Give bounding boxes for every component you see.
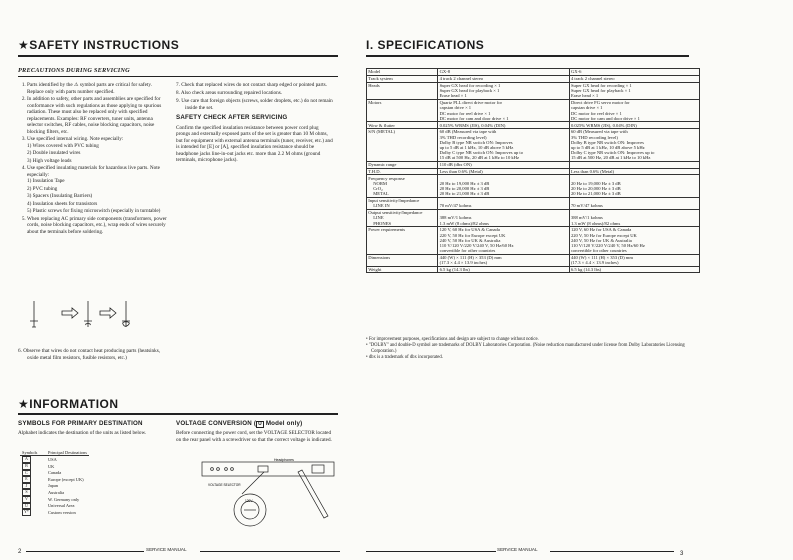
symbols-title: SYMBOLS FOR PRIMARY DESTINATION — [18, 420, 143, 427]
table-row — [20, 483, 89, 490]
safety-subitem: 2) Double insulated wires — [27, 150, 81, 156]
spec-line: 0.025% WRMS (JIS), 0.04% (DIN) — [439, 122, 506, 128]
table-header: Symbols — [22, 450, 38, 455]
page-number-left: 2 — [18, 549, 22, 555]
voltage-title-text: VOLTAGE CONVERSION ( — [176, 420, 257, 427]
spec-label — [367, 266, 438, 273]
spec-value — [569, 122, 699, 129]
destination-name: Australia — [48, 489, 65, 495]
spec-value — [438, 266, 569, 273]
safety-subitem: 3) High voltage leads — [27, 157, 72, 164]
divider — [18, 76, 338, 77]
spec-note-text: "DOLBY" and double-D symbol are trademarks of DOLBY Laboratories Corporation. (Noise reduction manufactured under license from Dolby Laboratories Licensing Corporation.) — [368, 343, 685, 354]
spec-line: 60 dB (Measured via tape with — [439, 129, 497, 135]
specifications-title: I. SPECIFICATIONS — [366, 38, 485, 52]
destination-symbol: E — [22, 476, 31, 483]
spec-value — [438, 209, 569, 226]
spec-line: 120 V, 60 Hz for USA & Canada — [570, 227, 632, 233]
destination-symbol: V — [22, 496, 31, 503]
spec-line: DC motor for reel drive × 1 — [439, 110, 491, 116]
destination-name: Japan — [48, 483, 58, 489]
voltage-symbol: U — [258, 421, 262, 427]
spec-value — [569, 69, 699, 76]
safety-item-6: 6. Observe that wires do not contact heat producing parts (heatsinks, oxide metal film resistors, fusible resistors, etc.) — [18, 348, 161, 361]
spec-value — [569, 266, 699, 273]
voltage-title — [176, 420, 302, 428]
spec-value — [438, 129, 569, 162]
spec-notes — [366, 337, 696, 361]
spec-label — [367, 168, 438, 175]
spec-table — [366, 68, 700, 273]
table-row — [20, 503, 89, 510]
spec-label — [367, 99, 438, 121]
safety-item-text: Check that replaced wires do not contact sharp edged or pointed parts. — [181, 82, 327, 88]
spec-value — [438, 161, 569, 168]
destination-table — [20, 450, 89, 516]
spec-label — [367, 122, 438, 129]
spec-line: capstan drive × 1 — [439, 105, 472, 111]
voltage-selector-illustration — [200, 458, 340, 536]
spec-line: Super GX head for recording × 1 — [570, 82, 632, 88]
spec-line: 220 V, 50 Hz for Europe except UK — [439, 232, 506, 238]
spec-value — [569, 254, 699, 266]
safety-column-right: 7. Check that replaced wires do not contact sharp edged or pointed parts. 8. Also check areas surrounding repaired locations. 9. Use care that foreign objects (screws, solder droplets, etc.) do not remain inside the set. SAFETY CHECK AFTER SERVICING Confirm the specified insulation resistance between power cord plug prongs and externally exposed parts of the set is greater than 10 M ohms, but for equipment with external antenna terminals (tuner, receiver, etc.) and is intended for [E] or [A], specified insulation resistance should be headphone jacks line-in-out jacks etc. more than 2.2 M ohms (ground terminals, microphone jacks). — [176, 82, 333, 163]
table-row — [367, 168, 700, 175]
divider — [550, 551, 674, 552]
spec-label — [367, 254, 438, 266]
terminal-1 — [30, 301, 38, 327]
safety-item: 5. When replacing AC primary side components (transformers, power cords, noise blocking capacitors, etc.), wrap ends of wires securely about the terminals before soldering. — [27, 216, 168, 236]
divider — [18, 55, 338, 57]
spec-line: 110 V/120 V/220 V/240 V, 50 Hz/60 Hz — [570, 242, 645, 248]
destination-symbol: A — [22, 456, 31, 463]
spec-line: Erase head × 1 — [439, 93, 467, 99]
spec-value — [438, 168, 569, 175]
spec-value — [569, 197, 699, 209]
safety-subitem: 2) PVC tubing — [27, 185, 58, 192]
spec-value — [438, 82, 569, 99]
spec-label — [367, 75, 438, 82]
spec-label — [367, 82, 438, 99]
spec-line: Quartz PLL direct drive motor for — [439, 100, 503, 106]
safety-item — [27, 165, 168, 215]
spec-note-text: dbx is a trademark of dbx incorporated. — [368, 355, 443, 360]
spec-note: • "DOLBY" and double-D symbol are trademarks of DOLBY Laboratories Corporation. (Noise reduction manufactured under license from Dolby Laboratories Licensing Corporation.) — [366, 343, 685, 354]
spec-line: capstan drive × 1 — [570, 105, 603, 111]
spec-line: up to 5 dB at 1 kHz, 10 dB above 5 kHz — [570, 144, 645, 150]
spec-line: 110 dB (dbx ON) — [439, 162, 472, 168]
divider — [366, 551, 496, 552]
spec-line: 20 Hz to 21,000 Hz ± 3 dB — [570, 191, 621, 197]
spec-label — [367, 69, 438, 76]
spec-line: METAL — [373, 191, 389, 197]
safety-item-text: Use specified insulating materials for hazardous live parts. Note especially: — [27, 165, 160, 178]
spec-note: • For improvement purposes, specifications and design are subject to change without notice. — [366, 337, 539, 342]
spec-line: Less than 0.6% (Metal) — [439, 168, 483, 174]
spec-label — [367, 197, 438, 209]
spec-line: 3% THD recording level) — [570, 134, 618, 140]
divider — [26, 551, 144, 552]
precautions-subtitle: PRECAUTIONS DURING SERVICING — [18, 67, 130, 74]
safety-item-text: Also check areas surrounding repaired locations. — [180, 90, 283, 96]
spec-line: Dolby B type NR switch ON: Improves — [570, 139, 644, 145]
spec-line: 3% THD recording level) — [439, 134, 487, 140]
spec-label — [367, 175, 438, 197]
destination-symbol: B — [22, 463, 31, 470]
spec-value — [569, 129, 699, 162]
spec-line: Dolby B type NR switch ON: Improves — [439, 139, 513, 145]
spec-line: 20 Hz to 21,000 Hz ± 3 dB — [439, 191, 490, 197]
screwdriver-icon — [298, 470, 328, 518]
wire-wrap-illustration — [28, 297, 138, 333]
spec-line: Power requirements — [368, 227, 406, 233]
spec-line: 0.025% WRMS (JIS), 0.04% (DIN) — [570, 122, 637, 128]
spec-line: Super GX head for recording × 1 — [439, 82, 501, 88]
spec-line: 1.3 mW (8 ohms)/82 ohms — [439, 220, 489, 226]
spec-line: 240 V, 50 Hz for UK & Australia — [570, 237, 632, 243]
spec-line: 20 Hz to 20,000 Hz ± 3 dB — [570, 186, 621, 192]
spec-value — [569, 75, 699, 82]
spec-line: Super GX head for playback × 1 — [439, 88, 500, 94]
safety-item-text: Use specified internal wiring. Note especially: — [27, 136, 124, 142]
spec-line: PHONES — [373, 220, 392, 226]
spec-table-wrap — [366, 68, 700, 273]
footer-label-left: SERVICE MANUAL — [146, 547, 187, 552]
table-row — [367, 99, 700, 121]
spec-line: GX-8 — [439, 69, 451, 75]
spec-line: 388 mV/1 kohms — [439, 215, 472, 221]
spec-label — [367, 227, 438, 255]
table-row — [367, 75, 700, 82]
spec-line: Frequency response — [368, 175, 405, 181]
destination-name: Universal Area — [48, 503, 75, 509]
destination-symbol: J — [22, 483, 31, 490]
safety-subitem: 1) Wires covered with PVC tubing — [27, 142, 99, 149]
spec-label — [367, 161, 438, 168]
spec-line: Weight — [368, 266, 382, 272]
table-row — [20, 470, 89, 477]
destination-symbol: Y* — [22, 509, 31, 516]
information-title: ★INFORMATION — [18, 397, 119, 411]
spec-line — [571, 162, 698, 167]
spec-line: DC motor for cam and door drive × 1 — [570, 115, 640, 121]
spec-line: 70 mV/47 kohms — [570, 203, 603, 209]
divider — [200, 551, 340, 552]
terminal-3 — [122, 301, 130, 327]
safety-check-text: Confirm the specified insulation resistance between power cord plug prongs and externally exposed parts of the set is greater than 10 M ohms, but for equipment with external antenna terminals (tuner, receiver, etc.) and is intended for [E] or [A], specified insulation resistance should be headphone jacks line-in-out jacks etc. more than 2.2 M ohms (ground terminals, microphone jacks). — [176, 124, 333, 163]
table-row — [20, 456, 89, 463]
destination-symbol: S — [22, 489, 31, 496]
safety-subitem: 1) Insulation Tape — [27, 178, 65, 184]
table-row — [367, 82, 700, 99]
spec-line: (17.3 × 4.4 × 13.9 inches) — [570, 260, 619, 266]
table-row — [367, 209, 700, 226]
spec-line: Dolby C type NR switch ON: Improves up to — [570, 150, 655, 156]
spec-value — [438, 69, 569, 76]
spec-line: CrO₂ — [373, 186, 383, 192]
spec-line: NORM — [373, 180, 387, 186]
spec-line: DC motor for cam and door drive × 1 — [439, 115, 509, 121]
spec-line: 20 Hz to 19,000 Hz ± 3 dB — [570, 180, 621, 186]
spec-value — [569, 227, 699, 255]
footer-label-right: SERVICE MANUAL — [497, 547, 538, 552]
table-row — [367, 129, 700, 162]
safety-item-text: Observe that wires do not contact heat producing parts (heatsinks, oxide metal film resistors, fusible resistors, etc.) — [23, 348, 161, 361]
spec-line: 4 track 2 channel stereo — [570, 76, 615, 82]
spec-line: 15 dB at 500 Hz, 20 dB at 1 kHz to 10 kHz — [570, 155, 651, 161]
fig-label-selector: VOLTAGE SELECTOR — [208, 483, 241, 487]
destination-name: Canada — [48, 470, 62, 476]
spec-line: 388 mV/1 kohms — [570, 215, 603, 221]
spec-line: 4 track 2 channel stereo — [439, 76, 484, 82]
spec-note: • dbx is a trademark of dbx incorporated. — [366, 355, 443, 360]
table-row — [20, 489, 89, 496]
spec-line: convertible for other countries — [439, 248, 496, 254]
symbols-text: Alphabet indicates the destination of the units as listed below. — [18, 430, 147, 436]
spec-note-text: For improvement purposes, specifications and design are subject to change without notice. — [368, 337, 539, 342]
table-row — [367, 161, 700, 168]
spec-line: Model — [368, 69, 381, 75]
spec-line: 6.5 kg (14.3 lbs) — [570, 266, 602, 272]
fig-label-volts: 120V — [245, 499, 253, 503]
spec-line: 20 Hz to 20,000 Hz ± 3 dB — [439, 186, 490, 192]
destination-name: Custom version — [48, 509, 76, 515]
arrow-icon — [100, 308, 116, 318]
table-row — [367, 197, 700, 209]
table-row — [20, 463, 89, 470]
spec-line: LINE IN — [373, 203, 390, 209]
safety-subitem: 4) Insulation sheets for transistors — [27, 200, 98, 207]
destination-symbol: U — [22, 503, 31, 510]
spec-value — [569, 82, 699, 99]
safety-item — [27, 136, 168, 164]
spec-line: (17.3 × 4.4 × 13.9 inches) — [439, 260, 488, 266]
safety-item-text: Use care that foreign objects (screws, solder droplets, etc.) do not remain inside the set. — [181, 98, 333, 111]
spec-line: 60 dB (Measured via tape with — [570, 129, 628, 135]
safety-subitem: 5) Plastic screws for fixing microswitch (especially in turntable) — [27, 208, 161, 214]
table-row — [367, 175, 700, 197]
spec-line: Heads — [368, 82, 380, 88]
spec-line: T.H.D. — [368, 168, 381, 174]
spec-line: 120 V, 60 Hz for USA & Canada — [439, 227, 500, 233]
safety-item: 1. Parts identified by the ⚠ symbol parts are critical for safety. Replace only with parts number specified. — [27, 82, 168, 95]
spec-line: LINE — [373, 215, 384, 221]
destination-name: Europe (except UK) — [48, 476, 84, 482]
spec-line: convertible for other countries — [570, 248, 627, 254]
voltage-title-text: Model only) — [263, 420, 303, 427]
spec-line: 15 dB at 500 Hz, 20 dB at 1 kHz to 10 kHz — [439, 155, 520, 161]
spec-line: 440 (W) × 111 (H) × 353 (D) mm — [439, 254, 502, 260]
table-row — [20, 476, 89, 483]
spec-line: Wow & flutter — [368, 122, 395, 128]
spec-value — [569, 175, 699, 197]
table-row — [367, 254, 700, 266]
table-row — [20, 496, 89, 503]
safety-item: 2. In addition to safety, other parts and assemblies are specified for conformance with such regulations as those applying to spurious radiation. These must also be replaced only with specified replacements. Examples: RF converters, tuner units, antenna selector switches, RF cables, noise blocking capacitors, noise blocking filters, etc. — [27, 96, 168, 135]
safety-subitem: 3) Spacers (Insulating Barriers) — [27, 193, 93, 199]
spec-line: Motors — [368, 100, 382, 106]
destination-symbol: C — [22, 470, 31, 477]
spec-value — [438, 122, 569, 129]
table-row — [367, 266, 700, 273]
spec-line: Less than 0.6% (Metal) — [570, 168, 615, 174]
spec-line: 6.5 kg (14.3 lbs) — [439, 266, 470, 272]
table-row — [367, 122, 700, 129]
spec-value — [438, 175, 569, 197]
spec-value — [438, 99, 569, 121]
spec-value — [569, 168, 699, 175]
voltage-text: Before connecting the power cord, set the VOLTAGE SELECTOR located on the rear panel with a screwdriver so that the correct voltage is indicated. — [176, 430, 332, 443]
spec-line: Super GX head for playback × 1 — [570, 88, 631, 94]
spec-line: Dolby C type NR switch ON: Improves up to — [439, 150, 524, 156]
spec-line: 1.3 mW (8 ohms)/82 ohms — [570, 220, 621, 226]
table-row — [367, 227, 700, 255]
spec-line: GX-6 — [570, 69, 582, 75]
spec-line: Output sensitivity/Impedance — [368, 210, 423, 216]
destination-name: UK — [48, 463, 55, 469]
spec-line: Input sensitivity/Impedance — [368, 198, 420, 204]
spec-line: S/N (METAL) — [368, 129, 395, 135]
spec-value — [438, 227, 569, 255]
spec-value — [569, 209, 699, 226]
page-number-right: 3 — [680, 551, 684, 557]
spec-value — [438, 197, 569, 209]
terminal-2 — [84, 301, 92, 327]
spec-line: Erase head × 1 — [570, 93, 599, 99]
spec-value — [438, 254, 569, 266]
spec-line: 240 V, 50 Hz for UK & Australia — [439, 237, 501, 243]
spec-line: Direct drive FG servo motor for — [570, 100, 630, 106]
safety-title: ★SAFETY INSTRUCTIONS — [18, 38, 180, 52]
spec-label — [367, 209, 438, 226]
spec-line: 70 mV/47 kohms — [439, 203, 472, 209]
spec-line: 110 V/120 V/220 V/240 V, 50 Hz/60 Hz — [439, 242, 514, 248]
destination-name: USA — [48, 457, 57, 462]
spec-value — [569, 161, 699, 168]
spec-value — [569, 99, 699, 121]
destination-name: W. Germany only — [48, 496, 80, 502]
spec-line: 440 (W) × 111 (H) × 353 (D) mm — [570, 254, 633, 260]
spec-line: Track system — [368, 76, 393, 82]
table-row — [20, 509, 89, 516]
spec-line: 220 V, 50 Hz for Europe except UK — [570, 232, 637, 238]
spec-value — [438, 75, 569, 82]
spec-line: Dimensions — [368, 254, 391, 260]
table-header: Principal Destinations — [48, 450, 87, 455]
table-row — [367, 69, 700, 76]
fig-label-top: Headphones — [274, 458, 294, 462]
divider — [366, 55, 689, 57]
arrow-icon — [62, 308, 78, 318]
spec-line: DC motor for reel drive × 1 — [570, 110, 622, 116]
spec-line: up to 5 dB at 1 kHz, 10 dB above 5 kHz — [439, 144, 514, 150]
spec-label — [367, 129, 438, 162]
spec-line: 20 Hz to 19,000 Hz ± 3 dB — [439, 180, 490, 186]
divider — [18, 413, 338, 415]
safety-check-title: SAFETY CHECK AFTER SERVICING — [176, 114, 288, 121]
spec-line: Dynamic range — [368, 162, 397, 168]
safety-column-left — [18, 82, 168, 236]
